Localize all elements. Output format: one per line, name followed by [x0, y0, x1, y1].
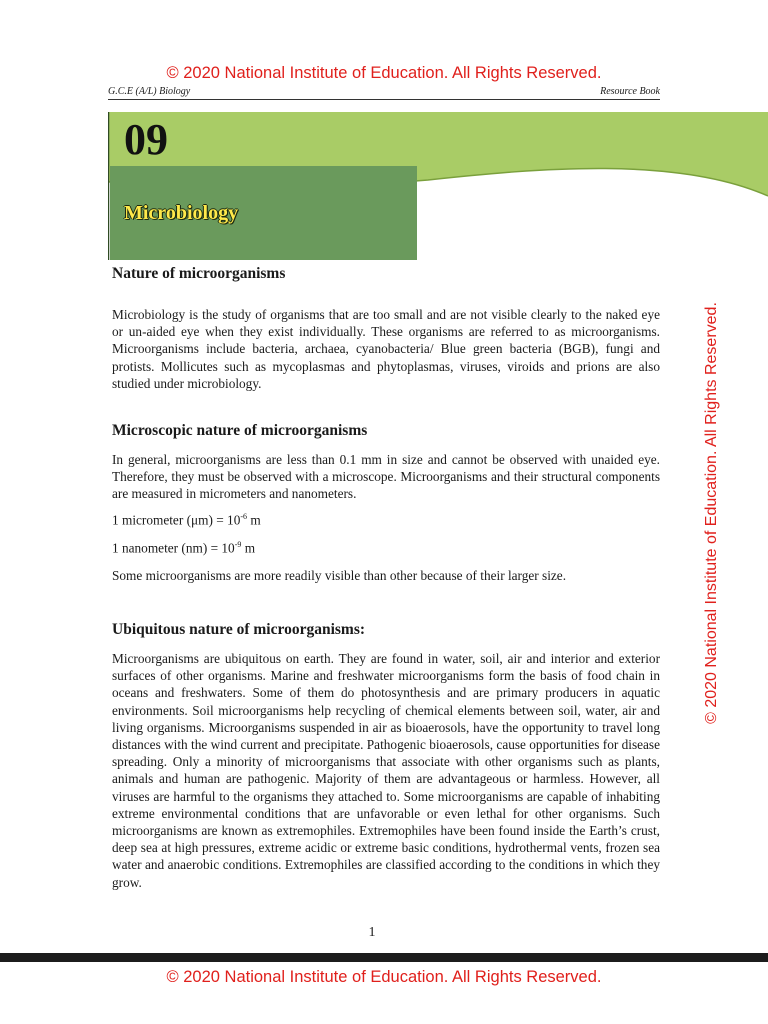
footer-bar — [0, 953, 768, 962]
micrometer-definition — [112, 512, 261, 528]
paragraph-ubiquitous: Microorganisms are ubiquitous on earth. They are found in water, soil, air and interior and exterior surfaces of other organisms. Marine and freshwater microorganisms form the basis of food chain in oceans and freshwaters. Some of them do photosynthesis and are primary producers in aquatic environments. Soil microorganisms help recycling of chemical elements between soil, water, air and living organisms. Microorganisms suspended in air as bioaerosols, have the opportunity to travel long distances with the wind current and precipitate. Pathogenic bioaerosols, cause opportunities for disease spreading. Only a minority of microorganisms that associate with other organisms such as plants, animals and human are pathogenic. Majority of them are advantageous or harmless. However, all viruses are harmful to the organisms they attached to. Some microorganisms are capable of inhabiting extreme environmental conditions that are unfavorable or even lethal for other organisms. Such microorganisms are known as extremophiles. Extremophiles have been found inside the Earth’s crust, deep sea at high pressures, extreme acidic or extreme basic conditions, hydrothermal vents, frozen sea water and anaerobic conditions. Extremophiles are classified according to the conditions in which they grow. — [112, 651, 660, 890]
page-number: 1 — [368, 925, 376, 940]
copyright-notice-bottom: © 2020 National Institute of Education. All Rights Reserved. — [166, 968, 602, 986]
nanometer-definition — [112, 540, 255, 556]
header-subject: G.C.E (A/L) Biology — [108, 86, 191, 97]
chapter-number: 09 — [124, 115, 168, 164]
paragraph-nature: Microbiology is the study of organisms that are too small and are not visible clearly to the naked eye or un-aided eye when they exist individually. These organisms are referred to as microorganisms. Microorganisms include bacteria, archaea, cyanobacteria/ Blue green bacteria (BGB), fungi and protists. Mollicutes such as mycoplasmas and phytoplasmas, viruses, viroids and prions are also studied under microbiology. — [112, 307, 660, 391]
chapter-title: Microbiology — [124, 202, 239, 224]
section-heading-ubiquitous: Ubiquitous nature of microorganisms: — [112, 621, 366, 638]
copyright-notice-top: © 2020 National Institute of Education. All Rights Reserved. — [166, 64, 602, 82]
nanometer-label: 1 nanometer (nm) = 10 — [112, 540, 235, 556]
section-heading-nature: Nature of microorganisms — [112, 265, 286, 282]
visibility-note: Some microorganisms are more readily visible than other because of their larger size. — [112, 568, 567, 583]
paragraph-microscopic: In general, microorganisms are less than 0.1 mm in size and cannot be observed with unaided eye. Therefore, they must be observed with a microscope. Microorganisms and their structural components are measured in micrometers and nanometers. — [112, 452, 660, 502]
micrometer-label: 1 micrometer (μm) = 10 — [112, 512, 241, 528]
copyright-notice-side: © 2020 National Institute of Education. All Rights Reserved. — [703, 302, 720, 724]
nanometer-unit: m — [241, 540, 256, 556]
micrometer-unit: m — [247, 512, 261, 528]
header-book: Resource Book — [600, 86, 660, 97]
header-rule — [108, 99, 660, 100]
section-heading-microscopic: Microscopic nature of microorganisms — [112, 422, 368, 439]
nanometer-exponent: -9 — [234, 540, 242, 549]
chapter-banner — [108, 108, 768, 263]
micrometer-exponent: -6 — [240, 512, 248, 521]
